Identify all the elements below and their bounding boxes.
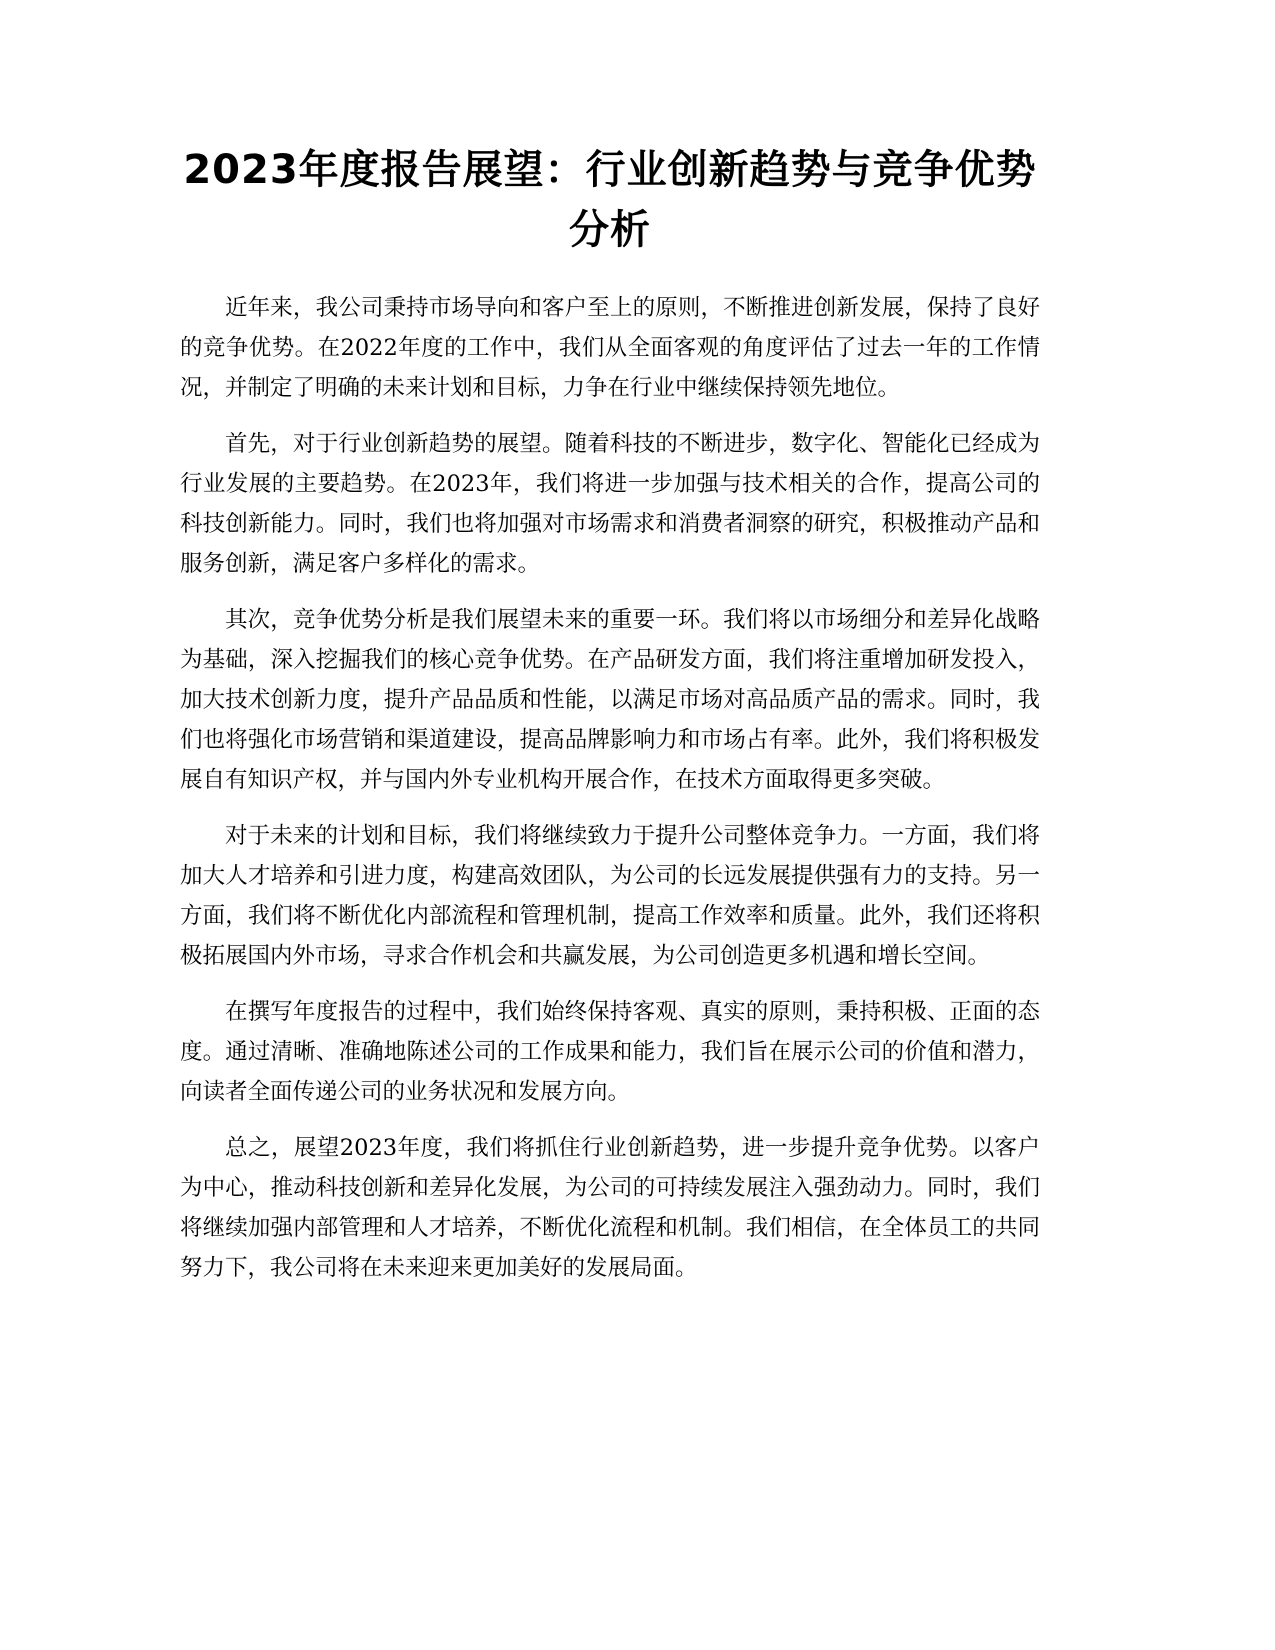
- paragraph: 总之，展望2023年度，我们将抓住行业创新趋势，进一步提升竞争优势。以客户为中心，推动科技创新和差异化发展，为公司的可持续发展注入强劲动力。同时，我们将继续加强内部管理和人才培养，不断优化流程和机制。我们相信，在全体员工的共同努力下，我公司将在未来迎来更加美好的发展局面。: [180, 1135, 1040, 1281]
- document-page: [180, 140, 1040, 1304]
- paragraph: 对于未来的计划和目标，我们将继续致力于提升公司整体竞争力。一方面，我们将加大人才培养和引进力度，构建高效团队，为公司的长远发展提供强有力的支持。另一方面，我们将不断优化内部流程和管理机制，提高工作效率和质量。此外，我们还将积极拓展国内外市场，寻求合作机会和共赢发展，为公司创造更多机遇和增长空间。: [180, 823, 1040, 969]
- document-title: 2023年度报告展望：行业创新趋势与竞争优势分析: [183, 147, 1037, 253]
- paragraph: 首先，对于行业创新趋势的展望。随着科技的不断进步，数字化、智能化已经成为行业发展的主要趋势。在2023年，我们将进一步加强与技术相关的合作，提高公司的科技创新能力。同时，我们也将加强对市场需求和消费者洞察的研究，积极推动产品和服务创新，满足客户多样化的需求。: [180, 431, 1040, 577]
- document-body: [180, 288, 1040, 1288]
- paragraph: 近年来，我公司秉持市场导向和客户至上的原则，不断推进创新发展，保持了良好的竞争优势。在2022年度的工作中，我们从全面客观的角度评估了过去一年的工作情况，并制定了明确的未来计划和目标，力争在行业中继续保持领先地位。: [180, 295, 1040, 401]
- paragraph: 其次，竞争优势分析是我们展望未来的重要一环。我们将以市场细分和差异化战略为基础，深入挖掘我们的核心竞争优势。在产品研发方面，我们将注重增加研发投入，加大技术创新力度，提升产品品质和性能，以满足市场对高品质产品的需求。同时，我们也将强化市场营销和渠道建设，提高品牌影响力和市场占有率。此外，我们将积极发展自有知识产权，并与国内外专业机构开展合作，在技术方面取得更多突破。: [180, 607, 1040, 793]
- paragraph: 在撰写年度报告的过程中，我们始终保持客观、真实的原则，秉持积极、正面的态度。通过清晰、准确地陈述公司的工作成果和能力，我们旨在展示公司的价值和潜力，向读者全面传递公司的业务状况和发展方向。: [180, 999, 1040, 1105]
